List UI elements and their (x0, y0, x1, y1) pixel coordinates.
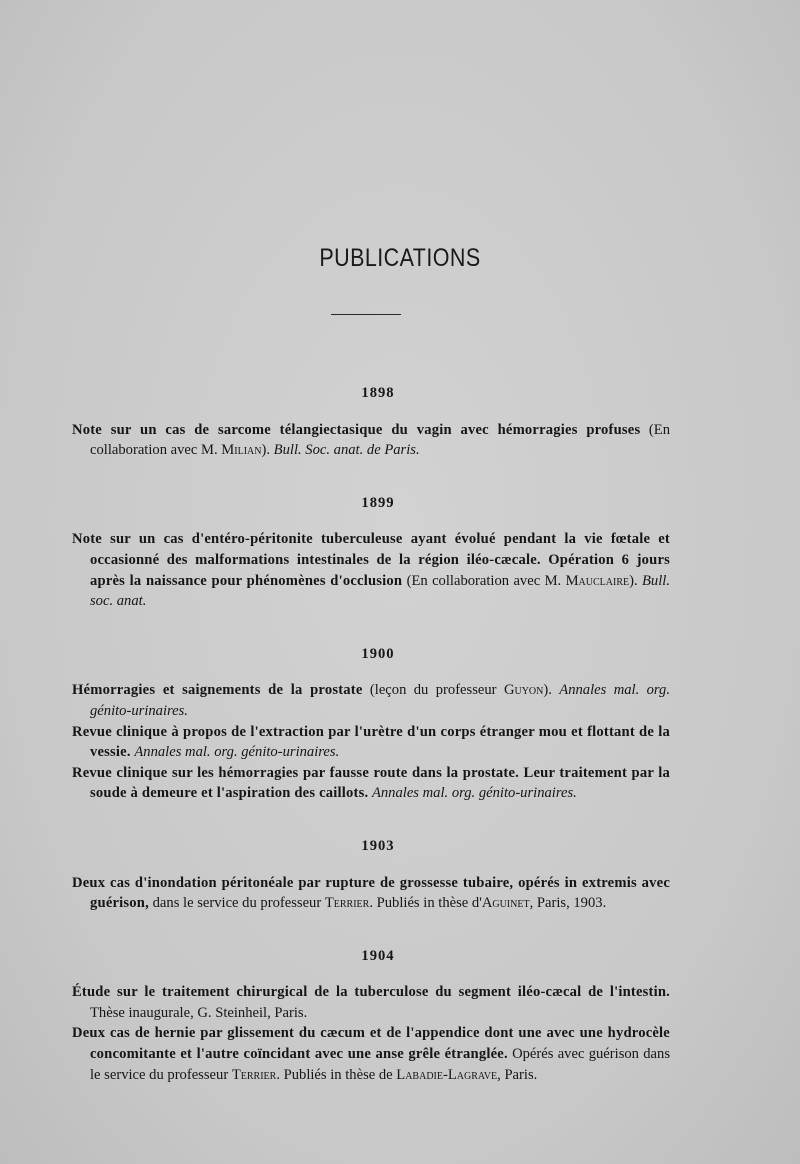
publication-list (72, 383, 670, 1117)
entry-note: Thèse inaugurale, G. Steinheil, Paris. (90, 1004, 308, 1021)
year-section (72, 836, 670, 914)
publication-entry (72, 873, 670, 914)
title-divider (331, 314, 401, 315)
entry-note: (En collaboration avec M. (406, 572, 566, 589)
publication-title: Revue clinique sur les hémorragies par fausse route dans la prostate. Leur traitement par la soude à demeure et l'aspiration des caillots. (72, 764, 670, 802)
publication-entry (72, 722, 670, 763)
publication-entry (72, 982, 670, 1023)
year-heading: 1898 (361, 385, 395, 401)
publication-entry (72, 529, 670, 611)
entry-note: . Publiés in thèse d' (369, 895, 482, 912)
year-section (72, 493, 670, 612)
author-name: Terrier (231, 1066, 277, 1083)
publication-entry (72, 1023, 670, 1085)
entry-note: Opérés avec guérison dans le service du professeur (90, 1046, 671, 1083)
entry-note: ). (629, 572, 643, 589)
entry-note: ). (543, 682, 560, 699)
author-name: Terrier (324, 895, 370, 912)
entry-note: dans le service du professeur (152, 895, 325, 912)
year-section (72, 946, 670, 1086)
year-heading: 1904 (361, 947, 395, 964)
journal-name: Bull. Soc. anat. de Paris. (273, 442, 420, 459)
publication-entry (72, 763, 670, 804)
entry-note: ). (261, 442, 274, 459)
author-name: Mauclaire (565, 572, 630, 589)
year-section (72, 644, 670, 804)
entry-note: (En collaboration avec M. (90, 421, 670, 459)
author-name: Labadie-Lagrave (396, 1066, 498, 1083)
author-name: Guyon (503, 682, 544, 699)
year-heading: 1899 (361, 494, 395, 511)
entry-note: . Publiés in thèse de (276, 1066, 397, 1083)
year-section (72, 383, 670, 461)
publication-title: Étude sur le traitement chirurgical de la tuberculose du segment iléo-cæcal de l'intestin. (72, 984, 670, 1001)
entry-note: (leçon du professeur (369, 682, 504, 699)
journal-name: Annales mal. org. génito-urinaires. (371, 785, 577, 802)
journal-name: Annales mal. org. génito-urinaires. (90, 682, 671, 719)
year-heading: 1900 (361, 645, 395, 662)
publication-entry (72, 680, 670, 721)
publication-title: Deux cas d'inondation péritonéale par rupture de grossesse tubaire, opérés in extremis avec guérison, (72, 874, 670, 912)
journal-name: Bull. soc. anat. (90, 572, 670, 610)
publication-title: Revue clinique à propos de l'extraction par l'urètre d'un corps étranger mou et flottant de la vessie. (72, 723, 670, 761)
journal-name: Annales mal. org. génito-urinaires. (134, 744, 340, 761)
author-name: Milian (221, 442, 262, 459)
page-title: PUBLICATIONS (319, 244, 481, 272)
publication-title: Note sur un cas d'entéro-péritonite tuberculeuse ayant évolué pendant la vie fœtale et occasionné des malformations intestinales de la région iléo-cæcale. Opération 6 jours après la naissance pour phénomènes d'occlusion (72, 531, 670, 589)
publication-title: Deux cas de hernie par glissement du cæcum et de l'appendice dont une avec une hydrocèle concomitante et l'autre coïncidant avec une anse grêle étranglée. (72, 1025, 670, 1063)
publication-entry (72, 420, 670, 461)
entry-note: , Paris. (497, 1066, 538, 1083)
publication-title: Hémorragies et saignements de la prostate (72, 682, 363, 699)
year-heading: 1903 (361, 837, 395, 854)
author-name: Aguinet (481, 895, 530, 912)
publication-title: Note sur un cas de sarcome télangiectasique du vagin avec hémorragies profuses (72, 421, 641, 438)
entry-note: , Paris, 1903. (529, 895, 607, 912)
